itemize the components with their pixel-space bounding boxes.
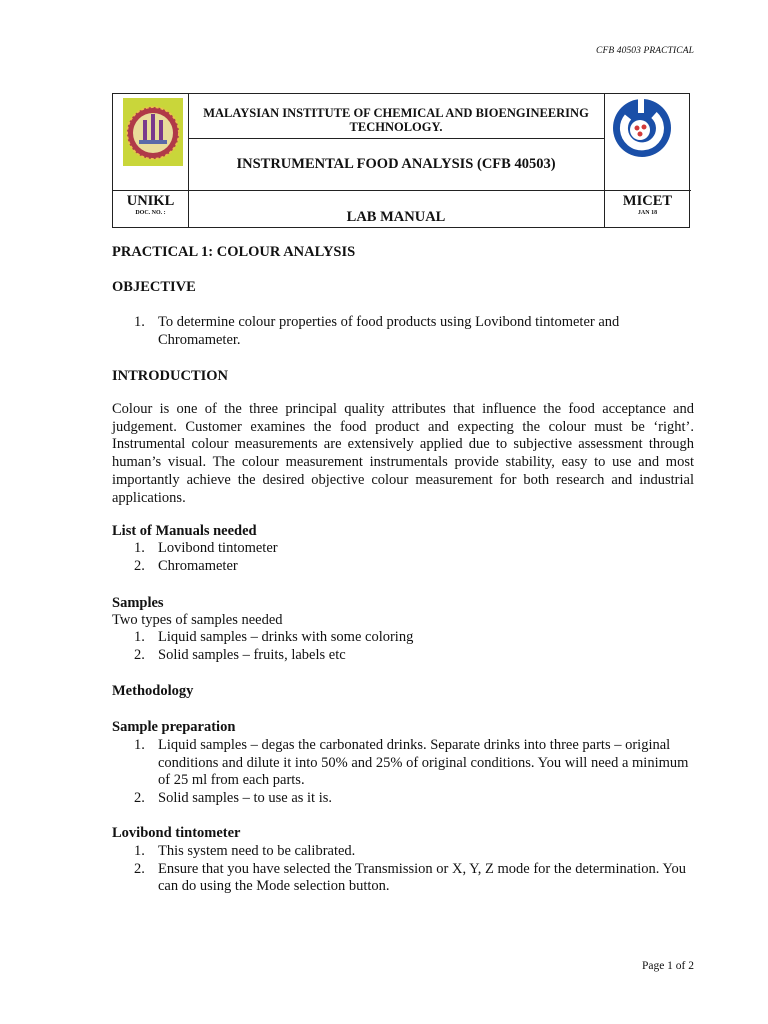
- introduction-heading: INTRODUCTION: [112, 368, 229, 384]
- list-item: 2. Chromameter: [134, 557, 238, 574]
- revision-date: JAN 18: [637, 210, 658, 216]
- course-title: INSTRUMENTAL FOOD ANALYSIS (CFB 40503): [236, 156, 556, 172]
- manuals-heading: List of Manuals needed: [112, 523, 257, 539]
- institute-name-line2: TECHNOLOGY.: [349, 120, 443, 134]
- list-item: 2. Solid samples – fruits, labels etc: [134, 646, 346, 663]
- doc-no-label: DOC. NO. :: [135, 210, 166, 216]
- objective-list: [112, 314, 652, 349]
- list-item: 2. Solid samples – to use as it is.: [134, 790, 332, 807]
- list-item: 2. Ensure that you have selected the Transmission or X, Y, Z mode for the determination. You can do using the Mode selection button.: [134, 860, 686, 895]
- lab-manual-title: LAB MANUAL: [346, 209, 446, 225]
- list-item: 1. Lovibond tintometer: [134, 540, 278, 556]
- list-item: 1. Liquid samples – drinks with some coloring: [134, 629, 414, 645]
- micet-logo: [610, 97, 674, 159]
- introduction-paragraph: Colour is one of the three principal quality attributes that influence the food acceptance and judgement. Customer examines the food product and expecting the colour must be ‘right’. Instrumental colour measurements are extensively applied due to subjective assessment through human’s visual. The colour measurement instrumentals provide stability, easy to use and most importantly achieve the desired objective colour measurement for both research and industrial applications.: [112, 401, 694, 506]
- unikl-code: UNIKL: [126, 193, 175, 209]
- university-logo: [123, 98, 183, 166]
- sample-preparation-list: [112, 737, 694, 808]
- list-item: 1. This system need to be calibrated.: [134, 843, 356, 859]
- objective-heading: OBJECTIVE: [112, 279, 196, 295]
- lovibond-heading: Lovibond tintometer: [112, 825, 241, 841]
- running-head: CFB 40503 PRACTICAL: [596, 46, 694, 56]
- methodology-heading: Methodology: [112, 683, 194, 699]
- micet-code: MICET: [622, 193, 673, 209]
- samples-intro: Two types of samples needed: [112, 612, 283, 628]
- page-number: Page 1 of 2: [641, 960, 694, 972]
- manuals-list: [112, 540, 672, 575]
- samples-heading: Samples: [112, 595, 164, 611]
- sample-preparation-heading: Sample preparation: [112, 719, 236, 735]
- practical-title: PRACTICAL 1: COLOUR ANALYSIS: [112, 244, 356, 260]
- institute-name-line1: MALAYSIAN INSTITUTE OF CHEMICAL AND BIOENGINEERING: [203, 106, 589, 120]
- document-header-table: [112, 93, 690, 228]
- samples-list: [112, 629, 672, 664]
- list-item: 1. Liquid samples – degas the carbonated drinks. Separate drinks into three parts – original conditions and dilute it into 50% and 25% of original conditions. You will need a minimum of 25 ml from each parts.: [134, 737, 689, 789]
- list-item: 1. To determine colour properties of food products using Lovibond tintometer and Chromameter.: [134, 314, 620, 348]
- lovibond-steps-list: [112, 843, 694, 896]
